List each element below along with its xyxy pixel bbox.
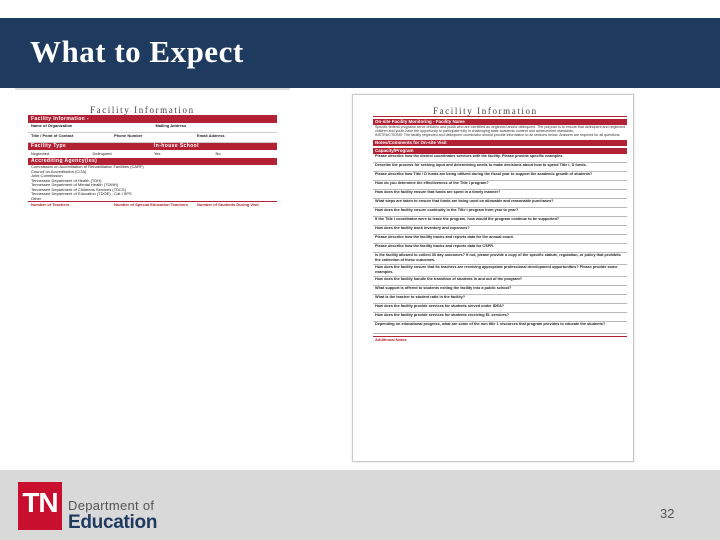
question-row: How does the facility track inventory and expenses? — [373, 226, 627, 235]
count-header: Number of Teachers — [31, 202, 70, 207]
form-header: Facility Information — [373, 105, 627, 117]
checkbox-label: Yes — [154, 151, 161, 156]
question-row: How does the facility ensure continuity in the Title I program from year to year? — [373, 208, 627, 217]
section-label: Facility Type — [31, 143, 67, 149]
agency-item: Commission on Accreditation of Rehabilitation Facilities (CARF) — [31, 165, 144, 169]
section-facility-type — [28, 143, 277, 150]
checkbox-row — [28, 150, 277, 158]
question-row: Is the facility allowed to collect 30 day outcomes? If not, please provide a copy of the specific statute, regulation, or policy that prohibits the collection of these outcomes. — [373, 253, 627, 265]
agency-item: Tennessee Department of Mental Health (TDMH) — [31, 183, 118, 187]
field-label: Mailing Address — [155, 123, 187, 128]
agency-item: Council on Accreditation (COA) — [31, 169, 87, 174]
checkbox-label: Delinquent — [92, 151, 112, 156]
additional-notes-label: Additional Notes — [373, 336, 627, 343]
question-row: How does the facility ensure that its teachers are receiving appropriate professional development opportunities? Please provide some examples. — [373, 265, 627, 277]
section-facility-information: Facility Information - — [28, 116, 277, 123]
title-underline — [15, 88, 290, 90]
facility-information-form-thumbnail — [28, 104, 277, 250]
question-row: Depending on educational progress, what are some of the non title 1 resources that program provides to educate the students? — [373, 322, 627, 334]
slide-title: What to Expect — [30, 34, 244, 69]
section-notes-comments: Notes/Comments for On-site Visit — [373, 140, 627, 146]
question-row: How does the facility ensure that funds are spent in a timely manner? — [373, 190, 627, 199]
field-row — [28, 123, 277, 133]
field-row — [28, 133, 277, 143]
agency-item: Other — [31, 196, 42, 201]
logo-department: Department of — [68, 498, 155, 513]
agency-item: Tennessee Department of Childrens Services (TDCS) — [31, 187, 126, 192]
checkbox-label: No — [215, 151, 221, 156]
question-row: How do you determine the effectiveness of the Title I program? — [373, 181, 627, 190]
facility-monitoring-form-thumbnail — [352, 94, 634, 462]
section-onsite-monitoring: On-site Facility Monitoring - Facility Name — [373, 119, 627, 125]
logo-education: Education — [68, 512, 158, 533]
intro-text: Specific federal programs serve children and youth who are identified as neglected and/or delinquent. The purpose is to ensure that delinquent and neglected children and youth have the opportunity to participate fully in challenging state academic content and achievement standards. — [375, 125, 626, 134]
agency-item: Joint Commission — [31, 174, 63, 178]
question-row: How does the facility handle the transition of students in and out of the program? — [373, 277, 627, 286]
question-row: Please describe how the district coordinates services with the facility. Please provide specific examples. — [373, 154, 627, 163]
question-row: What support is offered to students exiting the facility into a public school? — [373, 286, 627, 295]
logo-abbr: TN — [22, 487, 58, 518]
count-header: Number of Special Education Teachers — [114, 202, 188, 207]
checkbox-label: Neglected — [31, 151, 50, 156]
count-headers — [28, 201, 277, 215]
question-row: Please describe how the facility tracks and reports data for CSPR. — [373, 244, 627, 253]
question-row: Describe the process for seeking input and determining needs to make decisions about how to spend Title I, D funds. — [373, 163, 627, 172]
count-header: Number of Students During Visit — [197, 202, 259, 207]
field-label: Email Address — [197, 133, 225, 138]
instructions-text: INSTRUCTIONS: The facility neglected and delinquent coordinator should provide information to all sections below. Answers are required for all questions. — [375, 133, 621, 138]
field-label: Title / Point of Contact — [31, 133, 74, 138]
agency-item: Tennessee Department of Health (TDH) — [31, 178, 102, 183]
question-row: How does the facility provide services for students receiving EL services? — [373, 313, 627, 322]
section-accrediting-agencies: Accrediting Agency(ies) — [28, 158, 277, 165]
question-row: What steps are taken to ensure that funds are being used on allowable and reasonable purchases? — [373, 199, 627, 208]
field-label: Phone Number — [114, 133, 143, 138]
section-label: In-house School — [154, 143, 199, 149]
field-label: Name of Organization — [31, 123, 73, 128]
agency-item: Tennessee Department of Education (TDOE) - Cat I SPS — [31, 192, 132, 196]
question-row: If the Title I coordinator were to leave the program, how would the program continue to be supported? — [373, 217, 627, 226]
question-row: Please describe how Title I D funds are being utilized during the fiscal year to support the academic growth of students? — [373, 172, 627, 181]
question-row: What is the teacher to student ratio in the facility? — [373, 295, 627, 304]
form-header: Facility Information — [28, 104, 277, 116]
question-row: Please describe how the facility tracks and reports data for the annual count. — [373, 235, 627, 244]
page-number: 32 — [660, 506, 675, 521]
question-row: How does the facility provide services for students served under IDEA? — [373, 304, 627, 313]
section-capacity-program: Capacity/Program — [373, 148, 627, 154]
